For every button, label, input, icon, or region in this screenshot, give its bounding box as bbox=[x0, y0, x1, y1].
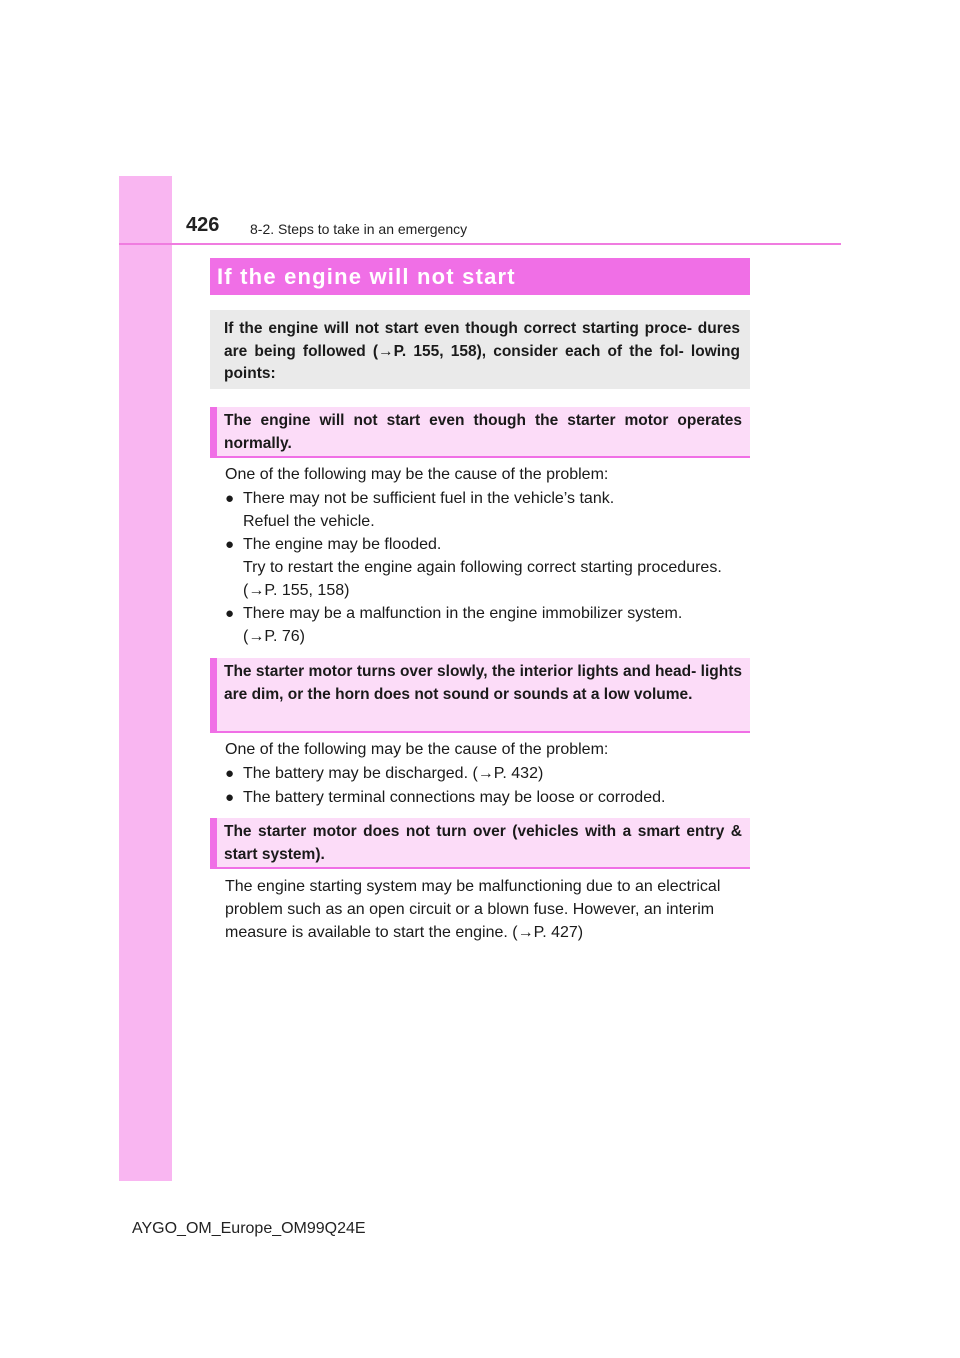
bullet-icon: ● bbox=[225, 490, 235, 507]
section-paragraph: The engine starting system may be malfunctioning due to an electrical problem such as an open circuit or a blown fuse. However, an interim measure is available to start the engine. (→P. 427) bbox=[225, 878, 721, 941]
page-title: If the engine will not start bbox=[217, 263, 516, 289]
list-item: ● The engine may be flooded. Try to restart the engine again following correct starting procedures. (→P. 155, 158) bbox=[225, 533, 745, 602]
section-lead: One of the following may be the cause of the problem: bbox=[225, 741, 609, 758]
subheading-starter-slow: The starter motor turns over slowly, the interior lights and head- lights are dim, or the horn does not sound or sounds at a low volume. bbox=[210, 658, 750, 733]
list-item: ● The battery may be discharged. (→P. 432) bbox=[225, 762, 745, 785]
bullet-icon: ● bbox=[225, 605, 235, 622]
chapter-tab-sidebar bbox=[119, 176, 172, 1181]
document-code-footer: AYGO_OM_Europe_OM99Q24E bbox=[132, 1220, 366, 1237]
subheading-starter-normal: The engine will not start even though the starter motor operates normally. bbox=[210, 407, 750, 458]
section-lead: One of the following may be the cause of the problem: bbox=[225, 466, 609, 483]
header-divider bbox=[119, 243, 841, 245]
bullet-icon: ● bbox=[225, 765, 235, 782]
page-title-bar bbox=[210, 258, 750, 295]
bullet-icon: ● bbox=[225, 789, 235, 806]
page-number: 426 bbox=[186, 214, 220, 236]
intro-box: If the engine will not start even though correct starting proce- dures are being followed (→P. 155, 158), consider each of the fol- lowing points: bbox=[210, 310, 750, 389]
list-item: ● There may not be sufficient fuel in the vehicle’s tank. Refuel the vehicle. bbox=[225, 487, 745, 533]
section-name: 8-2. Steps to take in an emergency bbox=[250, 221, 468, 237]
list-item: ● There may be a malfunction in the engine immobilizer system. (→P. 76) bbox=[225, 602, 745, 648]
subheading-starter-no-turn: The starter motor does not turn over (vehicles with a smart entry & start system). bbox=[210, 818, 750, 869]
bullet-icon: ● bbox=[225, 536, 235, 553]
list-item: ● The battery terminal connections may be loose or corroded. bbox=[225, 786, 745, 809]
